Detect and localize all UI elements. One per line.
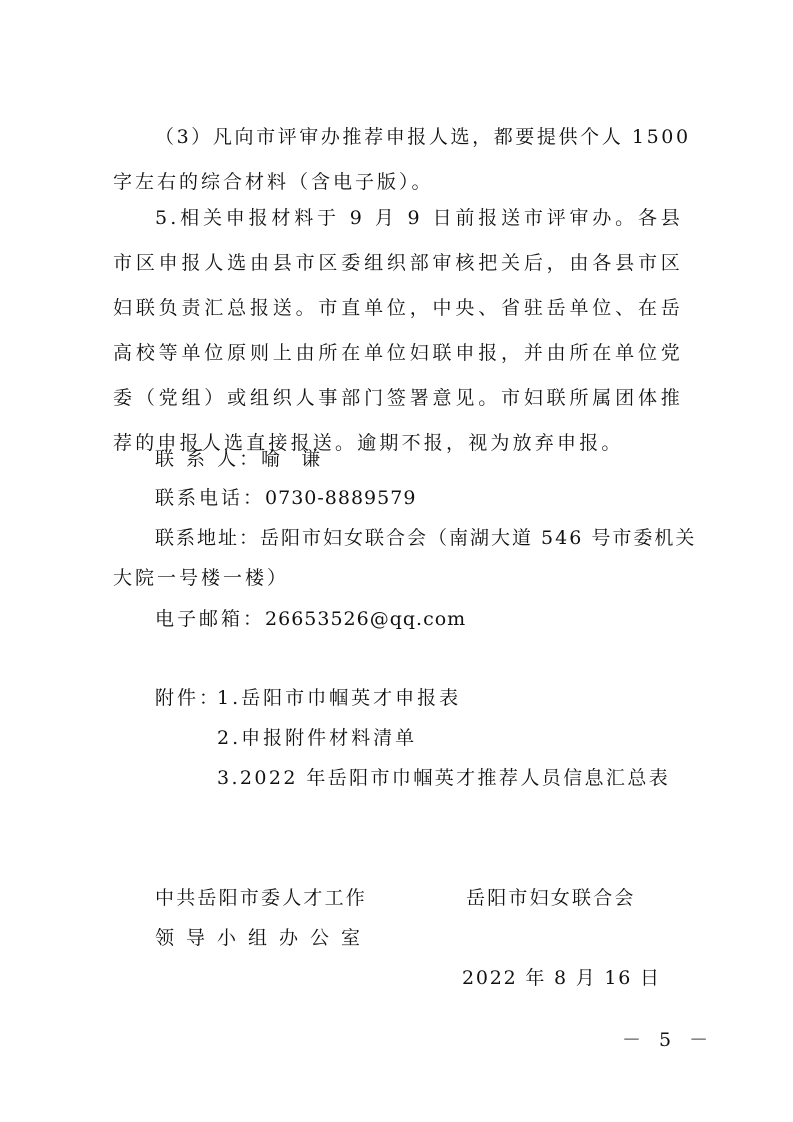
item-3-line-2: 字左右的综合材料（含电子版）。 [113, 171, 434, 193]
contact-address-continued: 大院一号楼一楼） [113, 567, 290, 589]
signature-date: 2022 年 8 月 16 日 [462, 967, 661, 989]
contact-person-value: 喻 谦 [261, 448, 324, 470]
item-5-paragraph: 5.相关申报材料于 9 月 9 日前报送市评审办。各县市区申报人选由县市区委组织部审核把关后，由各县市区妇联负责汇总报送。市直单位，中央、省驻岳单位、在岳高校等单位原则上由所在单位妇联申报，并由所在单位党委（党组）或组织人事部门签署意见。市妇联所属团体推荐的申报人选直接报送。逾期不报，视为放弃申报。 [113, 207, 683, 454]
contact-email-label: 电子邮箱： [155, 608, 266, 630]
contact-person-label: 联 系 人： [155, 448, 262, 470]
attachment-item: 2.申报附件材料清单 [217, 727, 418, 749]
item-3-line-1: （3）凡向市评审办推荐申报人选，都要提供个人 1500 [155, 126, 691, 148]
contact-phone-label: 联系电话： [155, 487, 266, 509]
contact-email-value: 26653526@qq.com [265, 608, 467, 630]
signature-org-2: 岳阳市妇女联合会 [466, 887, 636, 909]
contact-address [155, 516, 696, 561]
contact-phone [155, 476, 416, 521]
contact-email [155, 597, 466, 642]
page-number: － 5 － [622, 1029, 715, 1051]
signature-org-1-line-1: 中共岳阳市委人才工作 [155, 887, 368, 909]
contact-phone-value: 0730-8889579 [265, 487, 417, 509]
attachments-label: 附件： [155, 687, 222, 709]
attachment-item: 3.2022 年岳阳市巾帼英才推荐人员信息汇总表 [217, 767, 671, 789]
attachment-item: 1.岳阳市巾帼英才申报表 [217, 687, 462, 709]
contact-address-label: 联系地址： [155, 527, 261, 549]
contact-address-value: 岳阳市妇女联合会（南湖大道 546 号市委机关 [260, 527, 697, 549]
signature-org-1-line-2: 领导小组办公室 [155, 927, 373, 949]
